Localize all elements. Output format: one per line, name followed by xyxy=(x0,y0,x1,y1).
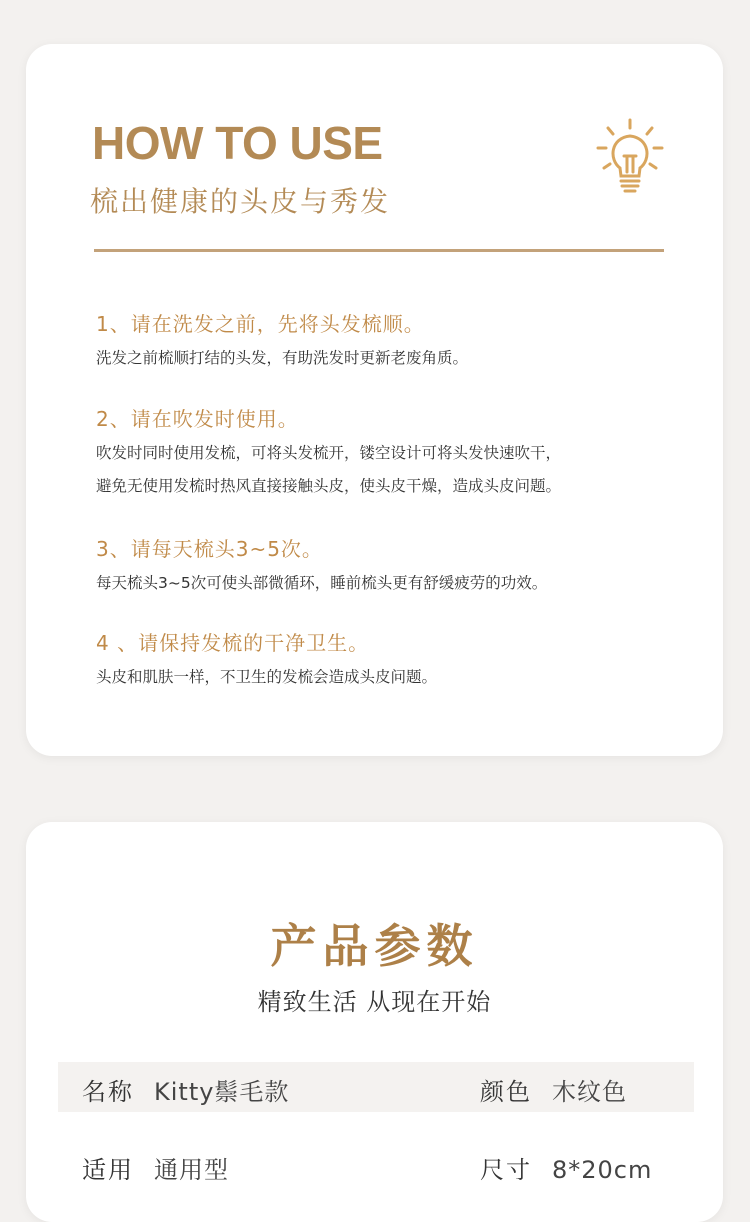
title-divider xyxy=(94,249,664,252)
spec-value: 8*20cm xyxy=(552,1156,653,1184)
product-params-card xyxy=(26,822,723,1222)
step-body: 头皮和肌肤一样，不卫生的发梳会造成头皮问题。 xyxy=(96,668,438,686)
how-to-use-card xyxy=(26,44,723,756)
spec-label: 尺寸 xyxy=(480,1156,532,1184)
step-4 xyxy=(96,629,696,694)
step-title: 2、请在吹发时使用。 xyxy=(96,407,299,431)
spec-row xyxy=(58,1140,694,1190)
spec-left xyxy=(82,1150,229,1185)
spec-label: 名称 xyxy=(82,1078,134,1106)
step-title: 1、请在洗发之前，先将头发梳顺。 xyxy=(96,312,425,336)
spec-right xyxy=(480,1072,627,1107)
step-body: 避免无使用发梳时热风直接接触头皮，使头皮干燥，造成头皮问题。 xyxy=(96,477,562,495)
spec-label: 适用 xyxy=(82,1156,134,1184)
params-title: 产品参数 xyxy=(270,919,479,973)
spec-right xyxy=(480,1150,652,1185)
lightbulb-icon xyxy=(596,118,664,198)
spec-row xyxy=(58,1062,694,1112)
spec-value: 通用型 xyxy=(154,1156,229,1184)
how-to-use-title: HOW TO USE xyxy=(92,117,383,169)
step-title: 4 、请保持发梳的干净卫生。 xyxy=(96,631,370,655)
step-1 xyxy=(96,310,696,375)
step-2 xyxy=(96,405,696,503)
step-body: 吹发时同时使用发梳，可将头发梳开，镂空设计可将头发快速吹干， xyxy=(96,444,562,462)
spec-label: 颜色 xyxy=(480,1078,532,1106)
spec-value: 木纹色 xyxy=(552,1078,627,1106)
step-body: 洗发之前梳顺打结的头发，有助洗发时更新老废角质。 xyxy=(96,349,469,367)
step-3 xyxy=(96,535,696,600)
spec-left xyxy=(82,1072,289,1107)
params-subtitle: 精致生活 从现在开始 xyxy=(257,988,492,1016)
step-body: 每天梳头3~5次可使头部微循环，睡前梳头更有舒缓疲劳的功效。 xyxy=(96,574,548,592)
how-to-use-subtitle: 梳出健康的头皮与秀发 xyxy=(90,185,391,218)
spec-value: Kitty鬃毛款 xyxy=(154,1078,290,1106)
step-title: 3、请每天梳头3~5次。 xyxy=(96,537,323,561)
